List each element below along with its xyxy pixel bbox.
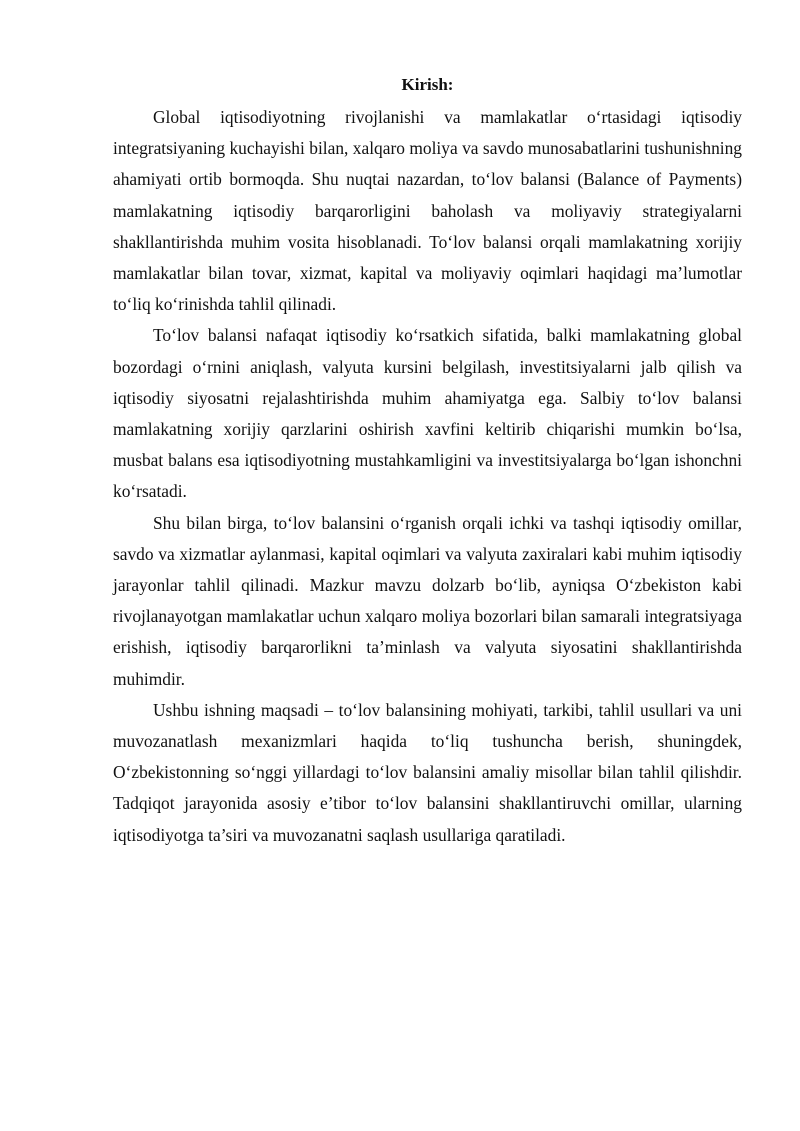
paragraph-2: To‘lov balansi nafaqat iqtisodiy ko‘rsatkich sifatida, balki mamlakatning global bozordagi o‘rnini aniqlash, valyuta kursini belgilash, investitsiyalarni jalb qilish va iqtisodiy siyosatni rejalashtirishda muhim ahamiyatga ega. Salbiy to‘lov balansi mamlakatning xorijiy qarzlarini oshirish xavfini keltirib chiqarishi mumkin bo‘lsa, musbat balans esa iqtisodiyotning mustahkamligini va investitsiyalarga bo‘lgan ishonchni ko‘rsatadi.: [113, 325, 742, 502]
paragraph-4: Ushbu ishning maqsadi – to‘lov balansining mohiyati, tarkibi, tahlil usullari va uni muvozanatlash mexanizmlari haqida to‘liq tushuncha berish, shuningdek, O‘zbekistonning so‘nggi yillardagi to‘lov balansini amaliy misollar bilan tahlil qilishdir. Tadqiqot jarayonida asosiy e’tibor to‘lov balansini shakllantiruvchi omillar, ularning iqtisodiyotga ta’siri va muvozanatni saqlash usullariga qaratiladi.: [113, 699, 742, 845]
document-page: [113, 72, 742, 851]
paragraph-1: Global iqtisodiyotning rivojlanishi va mamlakatlar o‘rtasidagi iqtisodiy integratsiyaning kuchayishi bilan, xalqaro moliya va savdo munosabatlarini tushunishning ahamiyati ortib bormoqda. Shu nuqtai nazardan, to‘lov balansi (Balance of Payments) mamlakatning iqtisodiy barqarorligini baholash va moliyaviy strategiyalarni shakllantirishda muhim vosita hisoblanadi. To‘lov balansi orqali mamlakatning xorijiy mamlakatlar bilan tovar, xizmat, kapital va moliyaviy oqimlari haqidagi ma’lumotlar to‘liq ko‘rinishda tahlil qilinadi.: [113, 107, 742, 315]
paragraph-3: Shu bilan birga, to‘lov balansini o‘rganish orqali ichki va tashqi iqtisodiy omillar, savdo va xizmatlar aylanmasi, kapital oqimlari va valyuta zaxiralari kabi muhim iqtisodiy jarayonlar tahlil qilinadi. Mazkur mavzu dolzarb bo‘lib, ayniqsa O‘zbekiston kabi rivojlanayotgan mamlakatlar uchun xalqaro moliya bozorlari bilan samarali integratsiyaga erishish, iqtisodiy barqarorlikni ta’minlash va valyuta siyosatini shakllantirishda muhimdir.: [113, 512, 742, 689]
section-heading: Kirish:: [401, 75, 454, 94]
